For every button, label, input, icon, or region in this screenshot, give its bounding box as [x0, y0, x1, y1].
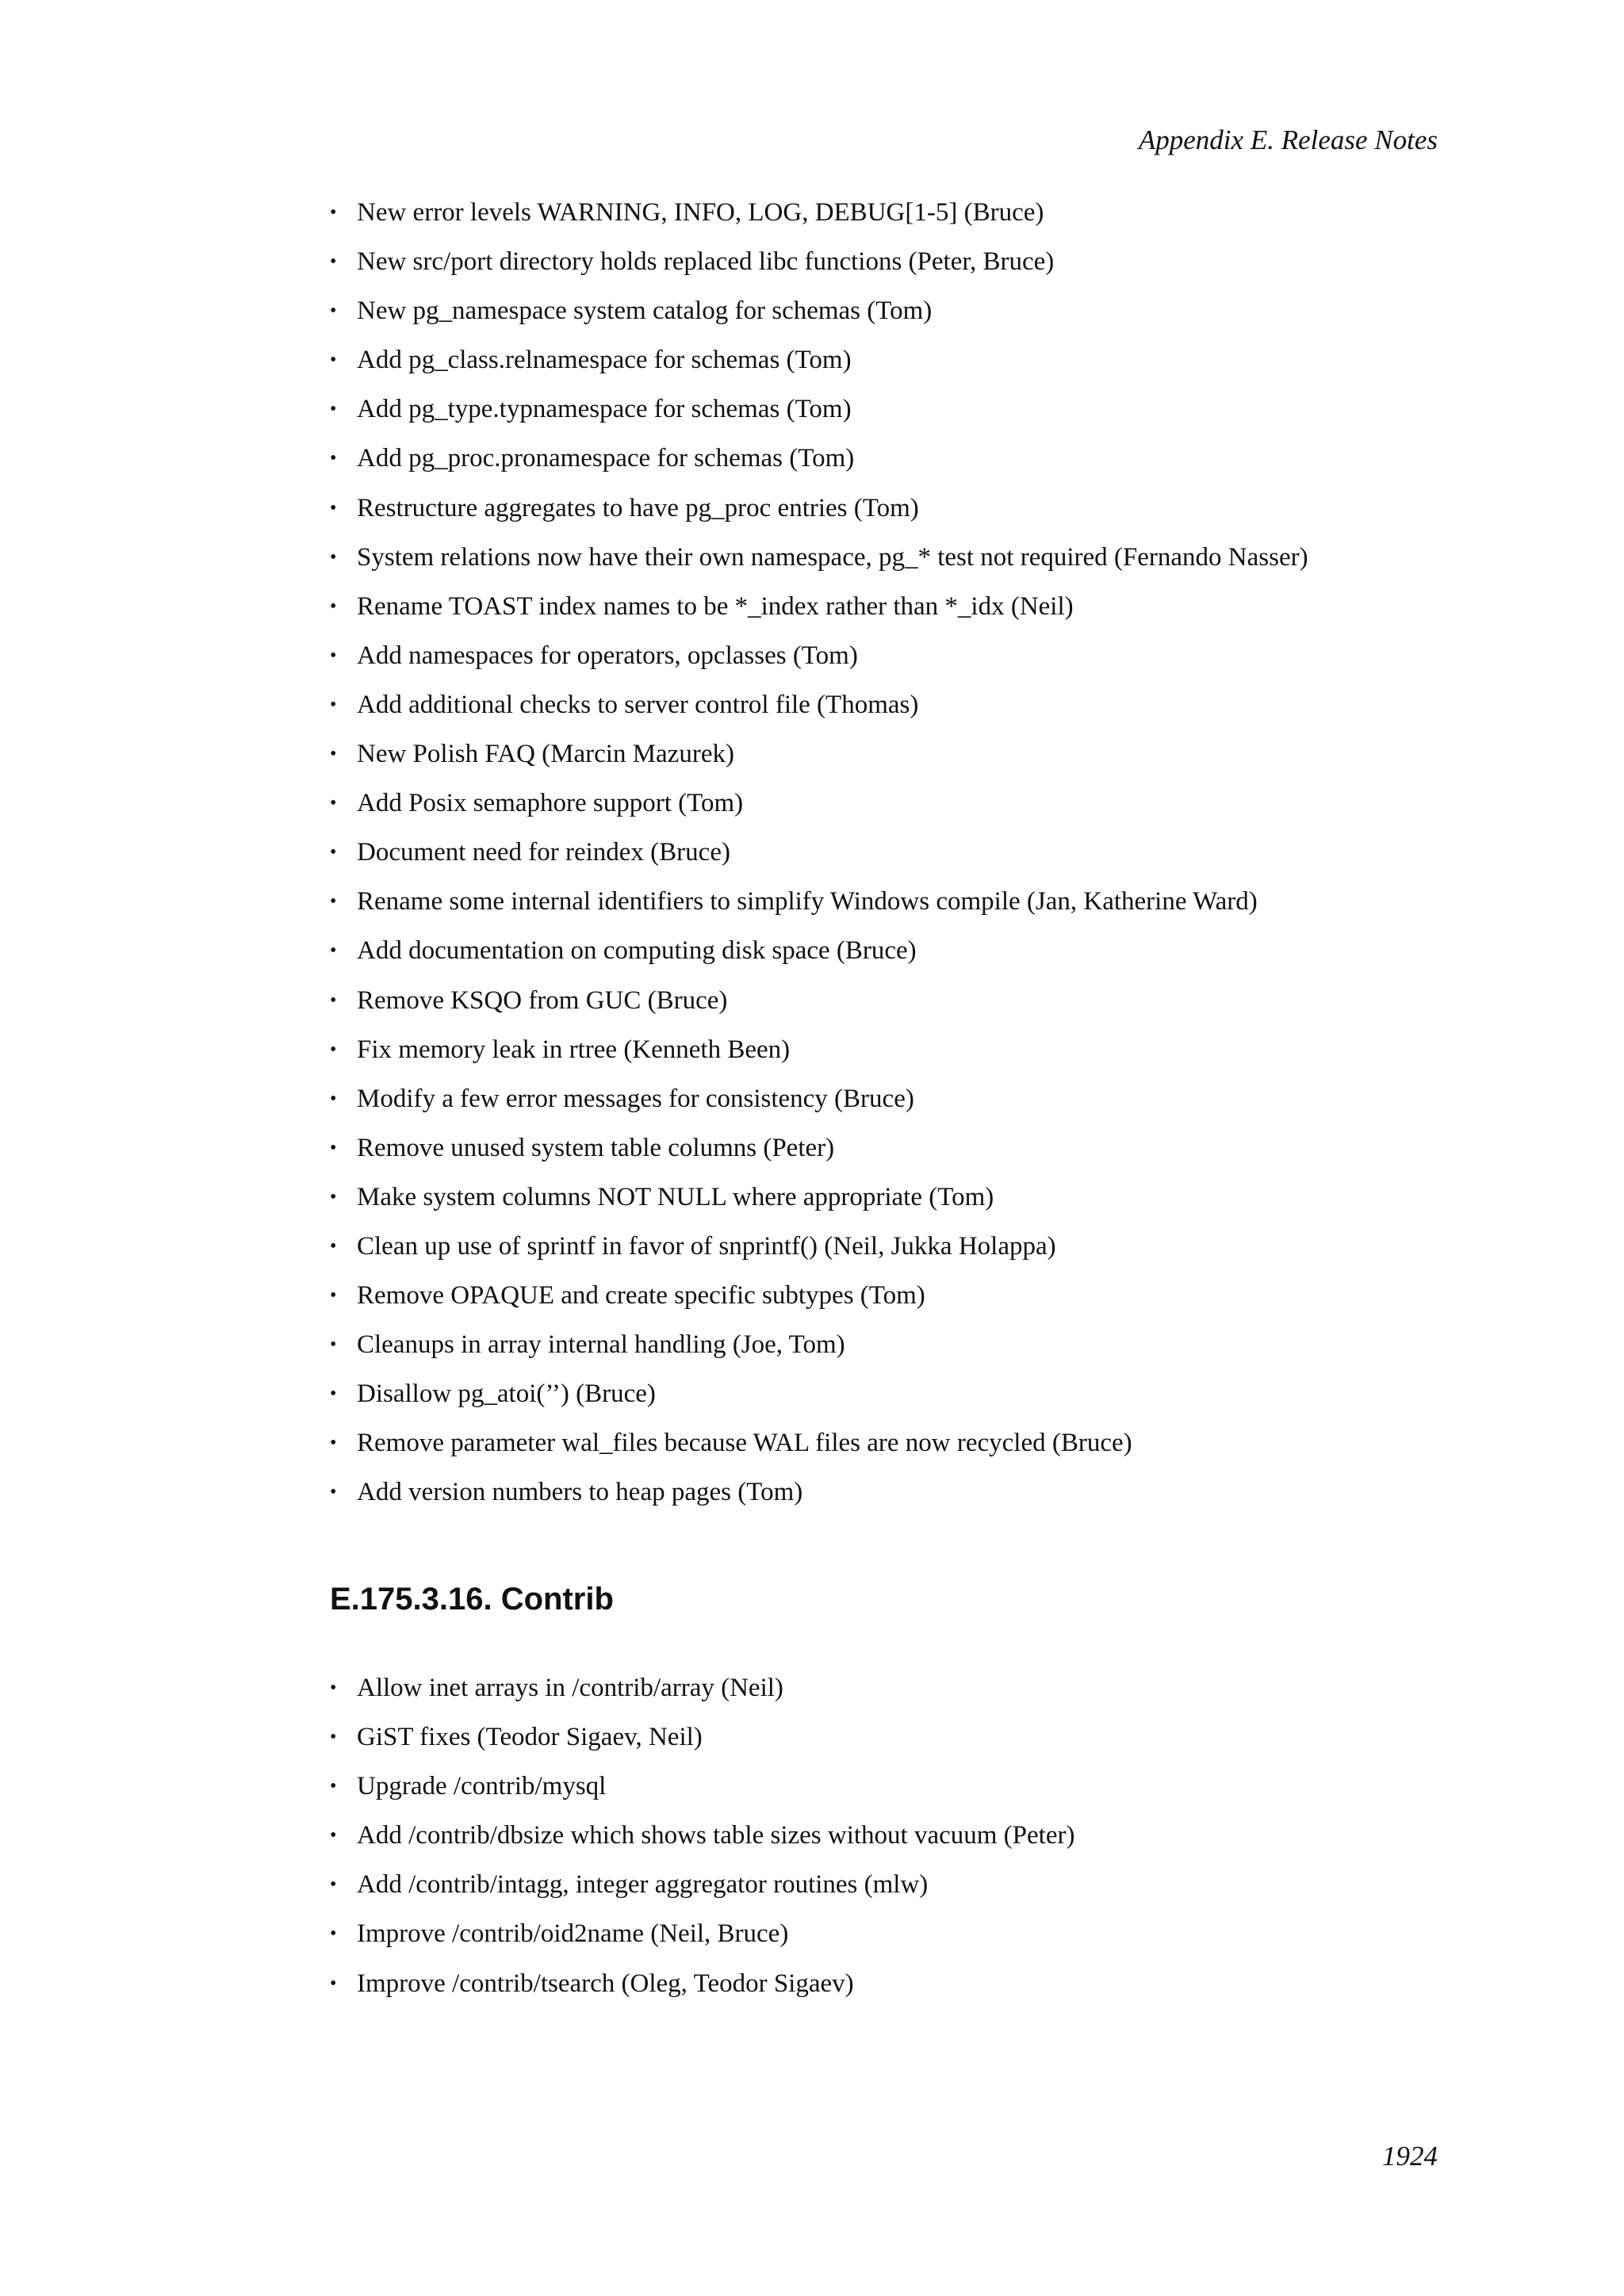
list-item-text: Add pg_proc.pronamespace for schemas (Tom) [357, 444, 855, 473]
list-item-text: New pg_namespace system catalog for schemas (Tom) [357, 297, 933, 326]
list-item-text: Disallow pg_atoi(’’) (Bruce) [357, 1380, 656, 1409]
bullet-icon: • [330, 350, 337, 371]
bullet-icon: • [330, 448, 337, 469]
list-item-text: Add pg_class.relnamespace for schemas (Tom) [357, 346, 852, 375]
list-item [330, 1918, 1440, 1967]
list-item-text: Restructure aggregates to have pg_proc entries (Tom) [357, 493, 919, 522]
list-item-text: New error levels WARNING, INFO, LOG, DEBUG[1-5] (Bruce) [357, 198, 1044, 227]
list-item [330, 1820, 1440, 1869]
list-item [330, 836, 1440, 886]
list-item [330, 1230, 1440, 1280]
list-item-text: Remove OPAQUE and create specific subtypes (Tom) [357, 1281, 925, 1311]
bullet-icon: • [330, 744, 337, 765]
list-item [330, 1427, 1440, 1476]
bullet-icon: • [330, 202, 337, 223]
bullet-icon: • [330, 1433, 337, 1454]
bullet-icon: • [330, 1186, 337, 1207]
list-item-text: Fix memory leak in rtree (Kenneth Been) [357, 1035, 791, 1064]
bullet-icon: • [330, 891, 337, 913]
bullet-icon: • [330, 645, 337, 666]
list-item-text: Add namespaces for operators, opclasses (Tom) [357, 641, 858, 670]
page-number: 1924 [1382, 2141, 1438, 2172]
list-item-text: GiST fixes (Teodor Sigaev, Neil) [357, 1723, 703, 1752]
bullet-icon: • [330, 595, 337, 617]
list-item [330, 1770, 1440, 1820]
bullet-icon: • [330, 793, 337, 814]
list-item-text: Upgrade /contrib/mysql [357, 1772, 607, 1801]
bullet-icon: • [330, 694, 337, 715]
list-item-text: Cleanups in array internal handling (Joe, Tom) [357, 1330, 845, 1360]
list-item-text: New src/port directory holds replaced libc functions (Peter, Bruce) [357, 247, 1055, 277]
bullet-icon: • [330, 940, 337, 962]
bullet-icon: • [330, 1678, 337, 1698]
list-item-text: Rename TOAST index names to be *_index rather than *_idx (Neil) [357, 591, 1074, 621]
list-item-text: Add additional checks to server control file (Thomas) [357, 690, 919, 719]
list-item-text: Allow inet arrays in /contrib/array (Neil) [357, 1674, 783, 1702]
list-item [330, 1181, 1440, 1230]
bullet-icon: • [330, 1334, 337, 1356]
bullet-icon: • [330, 1039, 337, 1060]
list-item [330, 886, 1440, 935]
list-item [330, 640, 1440, 689]
bullet-icon: • [330, 1088, 337, 1109]
list-item [330, 1329, 1440, 1378]
bullet-icon: • [330, 1973, 337, 1994]
list-item [330, 738, 1440, 787]
list-item [330, 1672, 1440, 1721]
bullet-icon: • [330, 1383, 337, 1405]
list-item [330, 197, 1440, 246]
list-item-text: Improve /contrib/oid2name (Neil, Bruce) [357, 1919, 789, 1949]
list-item [330, 1968, 1440, 2017]
bullet-icon: • [330, 1923, 337, 1945]
bullet-icon: • [330, 1285, 337, 1307]
list-item-text: Clean up use of sprintf in favor of snprintf() (Neil, Jukka Holappa) [357, 1231, 1056, 1261]
bullet-icon: • [330, 1776, 337, 1797]
list-item-text: System relations now have their own namespace, pg_* test not required (Fernando Nasser) [357, 542, 1308, 572]
list-item [330, 295, 1440, 344]
list-item [330, 1132, 1440, 1181]
bullet-icon: • [330, 300, 337, 322]
list-item [330, 1869, 1440, 1918]
list-item [330, 985, 1440, 1034]
list-item-text: Improve /contrib/tsearch (Oleg, Teodor Sigaev) [357, 1969, 854, 1998]
list-item [330, 935, 1440, 984]
list-item-text: Add pg_type.typnamespace for schemas (Tom) [357, 395, 852, 424]
list-item-text: Remove KSQO from GUC (Bruce) [357, 985, 728, 1015]
list-item-text: Add documentation on computing disk space (Bruce) [357, 936, 917, 966]
bullet-icon: • [330, 251, 337, 273]
list-item-text: Remove unused system table columns (Peter) [357, 1133, 835, 1162]
bullet-icon: • [330, 1874, 337, 1896]
list-item [330, 393, 1440, 442]
release-notes-list [330, 197, 1440, 1526]
list-item [330, 1083, 1440, 1132]
list-item-text: Document need for reindex (Bruce) [357, 838, 730, 867]
list-item [330, 492, 1440, 541]
list-item [330, 344, 1440, 393]
list-item [330, 591, 1440, 640]
list-item-text: Make system columns NOT NULL where appropriate (Tom) [357, 1182, 994, 1211]
list-item-text: New Polish FAQ (Marcin Mazurek) [357, 740, 734, 769]
list-item [330, 442, 1440, 492]
bullet-icon: • [330, 399, 337, 420]
list-item-text: Modify a few error messages for consistency (Bruce) [357, 1084, 914, 1113]
list-item-text: Add /contrib/intagg, integer aggregator routines (mlw) [357, 1870, 929, 1900]
bullet-icon: • [330, 842, 337, 863]
section-heading: E.175.3.16. Contrib [330, 1582, 614, 1617]
list-item [330, 1476, 1440, 1525]
bullet-icon: • [330, 1825, 337, 1846]
list-item [330, 689, 1440, 738]
bullet-icon: • [330, 1137, 337, 1158]
list-item-text: Remove parameter wal_files because WAL files are now recycled (Bruce) [357, 1429, 1132, 1458]
list-item [330, 1721, 1440, 1770]
contrib-list [330, 1672, 1440, 2017]
list-item [330, 1034, 1440, 1083]
bullet-icon: • [330, 1727, 337, 1748]
list-item-text: Add Posix semaphore support (Tom) [357, 789, 744, 818]
bullet-icon: • [330, 1235, 337, 1257]
list-item-text: Rename some internal identifiers to simplify Windows compile (Jan, Katherine Ward) [357, 887, 1258, 916]
bullet-icon: • [330, 497, 337, 519]
list-item [330, 246, 1440, 295]
bullet-icon: • [330, 1482, 337, 1503]
list-item [330, 787, 1440, 836]
list-item-text: Add version numbers to heap pages (Tom) [357, 1478, 803, 1507]
list-item [330, 1378, 1440, 1427]
running-header: Appendix E. Release Notes [1138, 124, 1438, 155]
list-item [330, 1280, 1440, 1329]
bullet-icon: • [330, 546, 337, 568]
list-item [330, 541, 1440, 591]
list-item-text: Add /contrib/dbsize which shows table sizes without vacuum (Peter) [357, 1821, 1075, 1850]
bullet-icon: • [330, 989, 337, 1011]
